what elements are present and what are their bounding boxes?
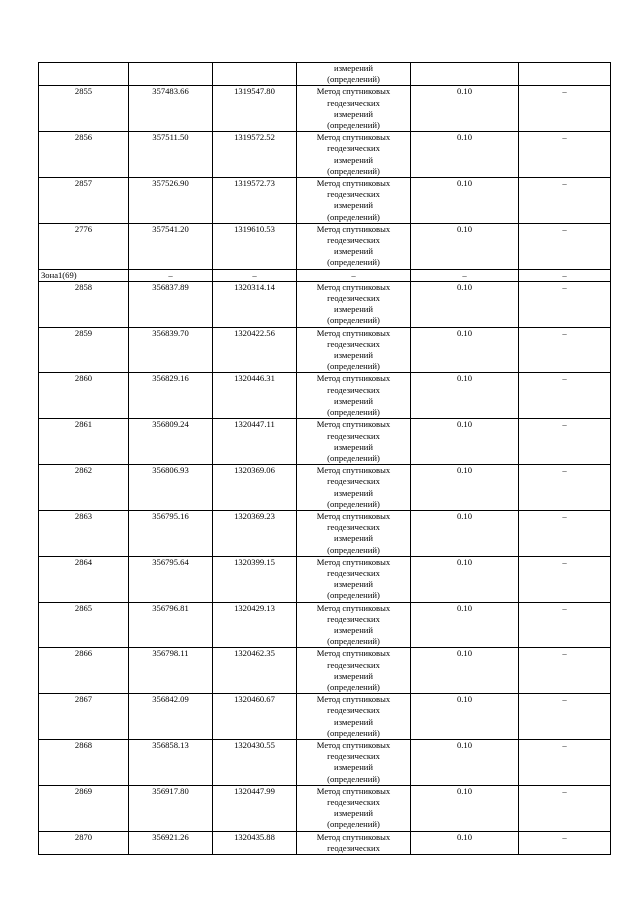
cell-method: Метод спутниковых геодезических измерений (определений) xyxy=(297,694,411,740)
cell-extra: – xyxy=(519,419,611,465)
cell-method: Метод спутниковых геодезических измерений (определений) xyxy=(297,648,411,694)
cell-accuracy: 0.10 xyxy=(411,373,519,419)
cell-zone-name: Зона1(69) xyxy=(39,269,129,281)
cell-accuracy: 0.10 xyxy=(411,739,519,785)
cell-accuracy: 0.10 xyxy=(411,602,519,648)
cell-x xyxy=(129,63,213,86)
cell-x: 357526.90 xyxy=(129,178,213,224)
cell-point: 2868 xyxy=(39,739,129,785)
table-row xyxy=(39,281,611,327)
cell-x: 356921.26 xyxy=(129,831,213,854)
cell-x: 357511.50 xyxy=(129,132,213,178)
cell-y: 1319610.53 xyxy=(213,223,297,269)
cell-y: 1320447.99 xyxy=(213,785,297,831)
cell-y: 1320314.14 xyxy=(213,281,297,327)
table-row xyxy=(39,694,611,740)
cell-y: 1319572.52 xyxy=(213,132,297,178)
cell-x: 357541.20 xyxy=(129,223,213,269)
cell-x: 356795.64 xyxy=(129,556,213,602)
cell-extra: – xyxy=(519,223,611,269)
cell-y: 1320430.55 xyxy=(213,739,297,785)
cell-extra: – xyxy=(519,465,611,511)
table-row xyxy=(39,327,611,373)
cell-y: 1320447.11 xyxy=(213,419,297,465)
cell-extra: – xyxy=(519,269,611,281)
cell-extra: – xyxy=(519,373,611,419)
cell-point: 2869 xyxy=(39,785,129,831)
cell-method: Метод спутниковых геодезических измерений (определений) xyxy=(297,739,411,785)
cell-point: 2864 xyxy=(39,556,129,602)
cell-point: 2858 xyxy=(39,281,129,327)
cell-y: 1320435.88 xyxy=(213,831,297,854)
cell-accuracy: 0.10 xyxy=(411,178,519,224)
cell-accuracy: 0.10 xyxy=(411,132,519,178)
coordinates-table xyxy=(38,62,611,855)
cell-y: – xyxy=(213,269,297,281)
cell-point: 2860 xyxy=(39,373,129,419)
cell-y xyxy=(213,63,297,86)
cell-point: 2870 xyxy=(39,831,129,854)
cell-y: 1320369.06 xyxy=(213,465,297,511)
cell-x: 356806.93 xyxy=(129,465,213,511)
cell-accuracy: 0.10 xyxy=(411,86,519,132)
cell-method: Метод спутниковых геодезических измерений (определений) xyxy=(297,419,411,465)
cell-extra: – xyxy=(519,510,611,556)
cell-point: 2855 xyxy=(39,86,129,132)
table-row xyxy=(39,648,611,694)
cell-accuracy: 0.10 xyxy=(411,831,519,854)
cell-x: 356842.09 xyxy=(129,694,213,740)
table-row xyxy=(39,831,611,854)
cell-x: 356858.13 xyxy=(129,739,213,785)
cell-accuracy: 0.10 xyxy=(411,694,519,740)
cell-point xyxy=(39,63,129,86)
cell-extra: – xyxy=(519,831,611,854)
cell-accuracy: 0.10 xyxy=(411,648,519,694)
cell-x: 357483.66 xyxy=(129,86,213,132)
cell-accuracy: 0.10 xyxy=(411,785,519,831)
cell-y: 1320462.35 xyxy=(213,648,297,694)
cell-extra: – xyxy=(519,178,611,224)
cell-method: Метод спутниковых геодезических измерений (определений) xyxy=(297,281,411,327)
cell-accuracy: 0.10 xyxy=(411,465,519,511)
cell-accuracy: 0.10 xyxy=(411,281,519,327)
cell-method: Метод спутниковых геодезических измерений (определений) xyxy=(297,556,411,602)
cell-extra xyxy=(519,63,611,86)
cell-y: 1319547.80 xyxy=(213,86,297,132)
cell-method: Метод спутниковых геодезических измерений (определений) xyxy=(297,465,411,511)
cell-method: Метод спутниковых геодезических измерений (определений) xyxy=(297,223,411,269)
cell-method: – xyxy=(297,269,411,281)
cell-extra: – xyxy=(519,281,611,327)
cell-extra: – xyxy=(519,785,611,831)
cell-x: 356796.81 xyxy=(129,602,213,648)
cell-y: 1320422.56 xyxy=(213,327,297,373)
cell-method: Метод спутниковых геодезических измерений (определений) xyxy=(297,86,411,132)
cell-point: 2862 xyxy=(39,465,129,511)
cell-y: 1320429.13 xyxy=(213,602,297,648)
zone-header-row xyxy=(39,269,611,281)
cell-extra: – xyxy=(519,602,611,648)
cell-method: измерений (определений) xyxy=(297,63,411,86)
cell-method: Метод спутниковых геодезических измерений (определений) xyxy=(297,132,411,178)
cell-x: 356917.80 xyxy=(129,785,213,831)
table-row xyxy=(39,739,611,785)
cell-accuracy: 0.10 xyxy=(411,510,519,556)
table-row xyxy=(39,602,611,648)
cell-extra: – xyxy=(519,694,611,740)
cell-extra: – xyxy=(519,132,611,178)
cell-accuracy: 0.10 xyxy=(411,556,519,602)
cell-point: 2863 xyxy=(39,510,129,556)
cell-point: 2865 xyxy=(39,602,129,648)
cell-method: Метод спутниковых геодезических измерений (определений) xyxy=(297,327,411,373)
cell-x: 356809.24 xyxy=(129,419,213,465)
cell-y: 1320399.15 xyxy=(213,556,297,602)
cell-point: 2861 xyxy=(39,419,129,465)
table-row xyxy=(39,465,611,511)
cell-extra: – xyxy=(519,327,611,373)
cell-y: 1320369.23 xyxy=(213,510,297,556)
cell-x: – xyxy=(129,269,213,281)
cell-accuracy: 0.10 xyxy=(411,223,519,269)
cell-x: 356839.70 xyxy=(129,327,213,373)
cell-method: Метод спутниковых геодезических измерений (определений) xyxy=(297,602,411,648)
cell-point: 2867 xyxy=(39,694,129,740)
coordinates-table-body xyxy=(39,63,611,855)
cell-accuracy: 0.10 xyxy=(411,419,519,465)
cell-x: 356837.89 xyxy=(129,281,213,327)
table-row xyxy=(39,178,611,224)
cell-y: 1320446.31 xyxy=(213,373,297,419)
cell-method: Метод спутниковых геодезических измерений (определений) xyxy=(297,178,411,224)
table-row xyxy=(39,510,611,556)
cell-point: 2856 xyxy=(39,132,129,178)
cell-accuracy: 0.10 xyxy=(411,327,519,373)
cell-y: 1319572.73 xyxy=(213,178,297,224)
cell-x: 356829.16 xyxy=(129,373,213,419)
table-row-continued xyxy=(39,63,611,86)
cell-method: Метод спутниковых геодезических измерений (определений) xyxy=(297,510,411,556)
table-row xyxy=(39,373,611,419)
table-row xyxy=(39,785,611,831)
cell-method: Метод спутниковых геодезических измерений (определений) xyxy=(297,785,411,831)
cell-x: 356798.11 xyxy=(129,648,213,694)
cell-extra: – xyxy=(519,86,611,132)
cell-point: 2866 xyxy=(39,648,129,694)
cell-method: Метод спутниковых геодезических измерений (определений) xyxy=(297,373,411,419)
cell-y: 1320460.67 xyxy=(213,694,297,740)
cell-extra: – xyxy=(519,739,611,785)
table-row xyxy=(39,556,611,602)
cell-point: 2776 xyxy=(39,223,129,269)
cell-x: 356795.16 xyxy=(129,510,213,556)
cell-method: Метод спутниковых геодезических xyxy=(297,831,411,854)
table-row xyxy=(39,86,611,132)
cell-extra: – xyxy=(519,556,611,602)
cell-point: 2859 xyxy=(39,327,129,373)
cell-point: 2857 xyxy=(39,178,129,224)
cell-extra: – xyxy=(519,648,611,694)
table-row xyxy=(39,132,611,178)
cell-accuracy xyxy=(411,63,519,86)
cell-accuracy: – xyxy=(411,269,519,281)
table-row xyxy=(39,223,611,269)
table-row xyxy=(39,419,611,465)
